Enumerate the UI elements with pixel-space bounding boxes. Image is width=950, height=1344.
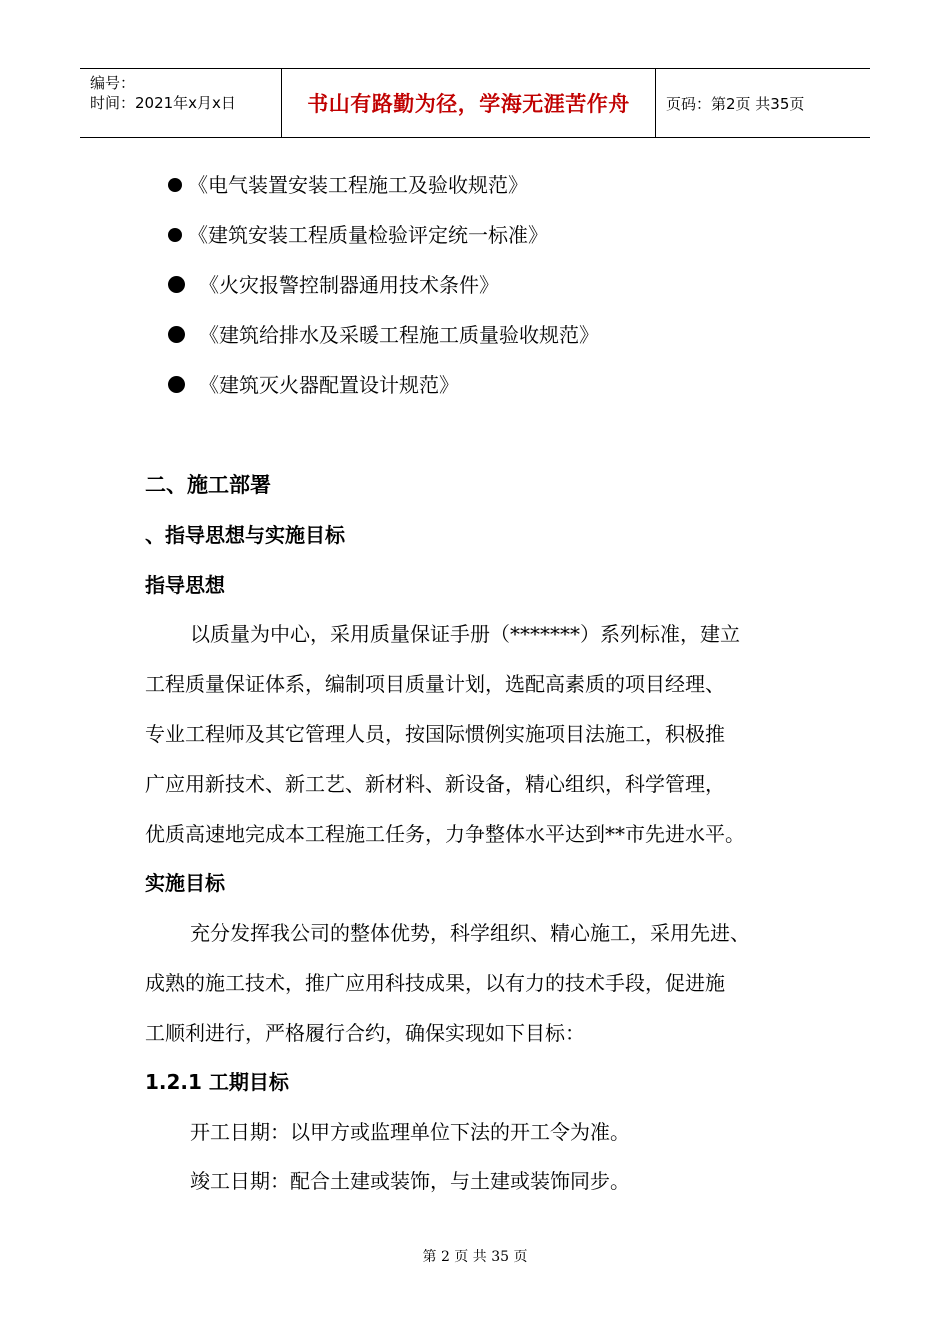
guiding-heading: 指导思想	[145, 573, 225, 597]
header-number-label: 编号：	[90, 74, 136, 92]
bullet-icon	[168, 178, 182, 192]
reference-text: 《电气装置安装工程施工及验收规范》	[188, 173, 528, 197]
goal-paragraph-line: 成熟的施工技术，推广应用科技成果，以有力的技术手段，促进施	[145, 971, 725, 995]
reference-text: 《火灾报警控制器通用技术条件》	[199, 273, 499, 297]
page-footer: 第 2 页 共 35 页	[422, 1249, 528, 1265]
bullet-icon	[168, 228, 182, 242]
guiding-paragraph-line: 优质高速地完成本工程施工任务，力争整体水平达到**市先进水平。	[145, 822, 745, 846]
reference-item	[168, 370, 459, 400]
reference-text: 《建筑安装工程质量检验评定统一标准》	[188, 223, 548, 247]
reference-item	[168, 220, 548, 250]
reference-item	[168, 170, 528, 200]
goal-heading: 实施目标	[145, 871, 225, 895]
header-meta	[80, 69, 282, 137]
reference-text: 《建筑给排水及采暖工程施工质量验收规范》	[199, 323, 599, 347]
reference-item	[168, 320, 599, 350]
guiding-paragraph-line: 广应用新技术、新工艺、新材料、新设备，精心组织，科学管理，	[145, 772, 725, 796]
header-motto: 书山有路勤为径，学海无涯苦作舟	[307, 92, 630, 116]
header-motto-cell	[282, 69, 656, 137]
start-date-line: 开工日期：以甲方或监理单位下法的开工令为准。	[190, 1120, 630, 1144]
end-date-line: 竣工日期：配合土建或装饰，与土建或装饰同步。	[190, 1169, 630, 1193]
bullet-icon	[168, 276, 185, 293]
section-subtitle: 、指导思想与实施目标	[145, 523, 345, 547]
bullet-icon	[168, 376, 185, 393]
reference-item	[168, 270, 499, 300]
reference-text: 《建筑灭火器配置设计规范》	[199, 373, 459, 397]
guiding-paragraph-line: 以质量为中心，采用质量保证手册（*******）系列标准，建立	[190, 622, 740, 646]
bullet-icon	[168, 326, 185, 343]
guiding-paragraph-line: 专业工程师及其它管理人员，按国际惯例实施项目法施工，积极推	[145, 722, 725, 746]
goal-paragraph-line: 充分发挥我公司的整体优势，科学组织、精心施工，采用先进、	[190, 921, 750, 945]
header-time-label: 时间：2021年x月x日	[90, 94, 236, 112]
schedule-heading: 1.2.1 工期目标	[145, 1070, 289, 1094]
section-title: 二、施工部署	[145, 473, 271, 497]
header-page-info: 页码：第2页 共35页	[666, 94, 805, 113]
goal-paragraph-line: 工顺利进行，严格履行合约，确保实现如下目标：	[145, 1021, 585, 1045]
document-header	[80, 68, 870, 138]
guiding-paragraph-line: 工程质量保证体系，编制项目质量计划，选配高素质的项目经理、	[145, 672, 725, 696]
header-page-cell	[656, 69, 870, 137]
